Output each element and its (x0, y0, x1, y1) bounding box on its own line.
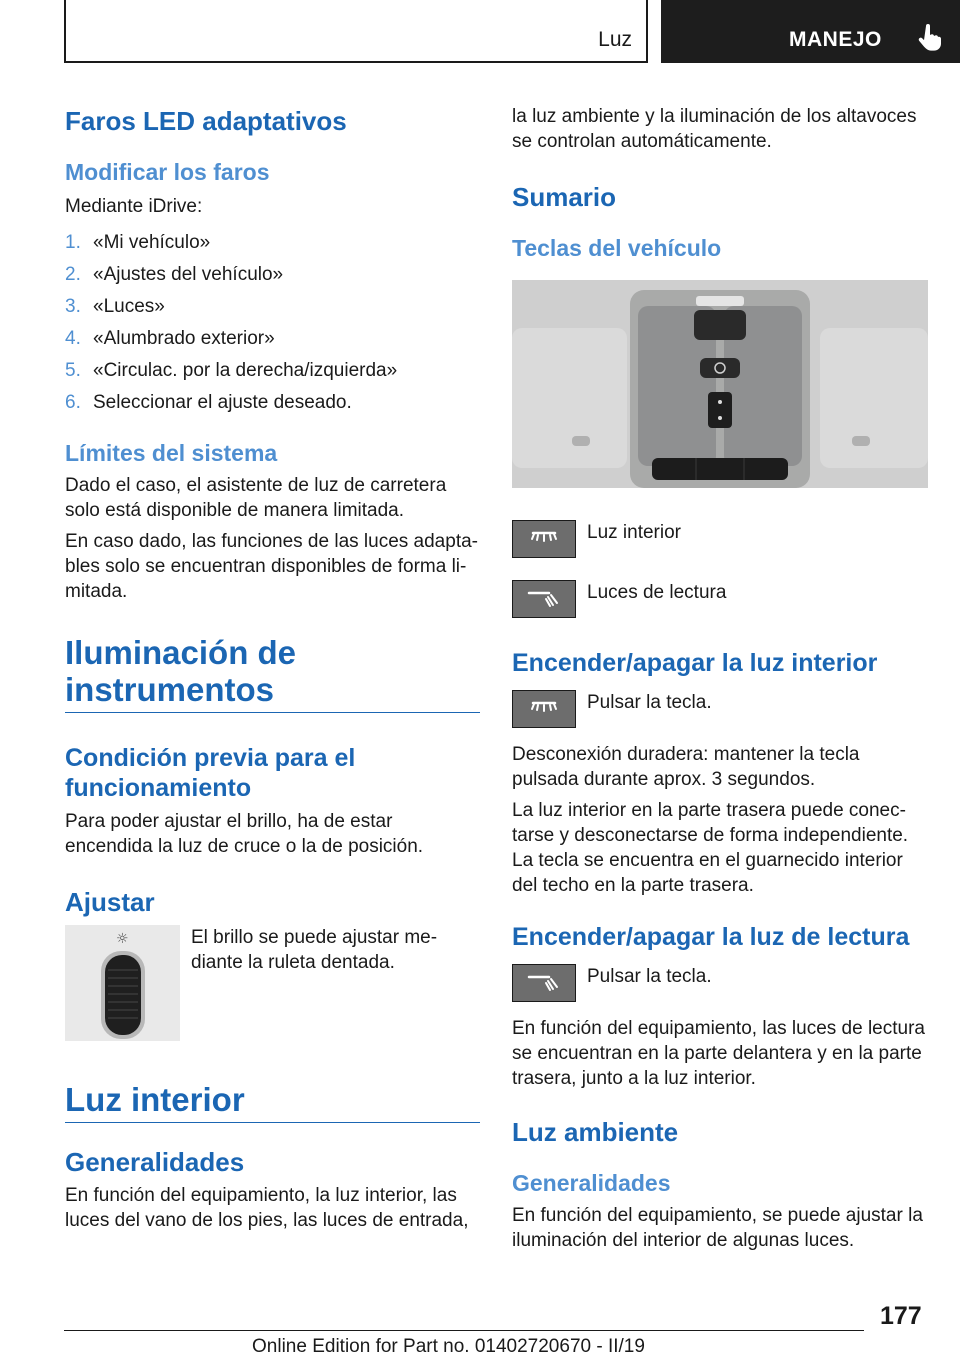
heading-condicion: Condición previa para el funcionamiento (65, 744, 356, 802)
heading-encender-lectura: Encender/apagar la luz de lectura (512, 923, 910, 951)
pulsar-lectura-text: Pulsar la tecla. (587, 966, 712, 987)
heading-generalidades-ambiente: Generalidades (512, 1170, 671, 1196)
list-item: 5. «Circulac. por la derecha/izquierda» (65, 360, 398, 381)
heading-iluminacion-line2: instrumentos (65, 671, 275, 708)
pulsar-interior-row (512, 690, 928, 728)
svg-text:☼: ☼ (116, 931, 129, 947)
pulsar-lectura-row (512, 964, 928, 1002)
condicion-paragraph: Para poder ajustar el brillo, ha de estar encendida la luz de cruce o la de posición. (65, 811, 424, 857)
heading-teclas: Teclas del vehículo (512, 235, 722, 261)
footer-divider (64, 1330, 864, 1331)
section-luz-interior (65, 1081, 480, 1123)
list-item: 3. «Luces» (65, 296, 165, 317)
list-item: 1. «Mi vehículo» (65, 232, 211, 253)
heading-ajustar: Ajustar (65, 887, 155, 917)
key-lectura-label: Luces de lectura (587, 582, 727, 603)
ambiente-paragraph: En función del equipamiento, se puede ajustar la iluminación del interior de algunas luces. (512, 1205, 923, 1251)
pulsar-interior-text: Pulsar la tecla. (587, 692, 712, 713)
interior-light-key-icon (512, 690, 576, 728)
list-item: 2. «Ajustes del vehículo» (65, 264, 284, 285)
footer-edition: Online Edition for Part no. 01402720670 - II/19 (252, 1336, 645, 1357)
heading-modificar-faros: Modificar los faros (65, 159, 270, 185)
limites-paragraph-1: Dado el caso, el asistente de luz de carretera solo está disponible de manera limitada. (65, 475, 447, 521)
ajustar-row (65, 925, 480, 1041)
generalidades-paragraph: En función del equipamiento, la luz interior, las luces del vano de los pies, las luces de entrada, (65, 1185, 469, 1231)
desconexion-paragraph: Desconexión duradera: mantener la tecla pulsada durante aprox. 3 segundos. (512, 744, 860, 790)
heading-faros-led: Faros LED adaptativos (65, 106, 347, 136)
heading-generalidades: Generalidades (65, 1147, 245, 1177)
intro-text: Mediante iDrive: (65, 196, 203, 217)
dimmer-wheel-icon (65, 925, 180, 1041)
trasera-paragraph: La luz interior en la parte trasera puede conec‐tarse y desconectarse de forma independiente. La tecla se encuentra en el guarnecido interior del techo en la parte trasera. (512, 800, 909, 896)
header-section-title: Luz (598, 28, 632, 51)
heading-luz-ambiente: Luz ambiente (512, 1117, 679, 1147)
reading-light-key-icon (512, 580, 576, 618)
key-interior-row (512, 520, 928, 558)
reading-light-key-icon (512, 964, 576, 1002)
interior-light-key-icon (512, 520, 576, 558)
limites-paragraph-2: En caso dado, las funciones de las luces adapta‐bles solo se encuentran disponibles de forma li‐mitada. (65, 531, 478, 602)
right-column (512, 100, 928, 1253)
heading-luz-interior: Luz interior (65, 1081, 245, 1118)
brightness-roller-image (65, 925, 180, 1041)
ajustar-paragraph: El brillo se puede ajustar me‐diante la ruleta dentada. (191, 927, 438, 973)
overhead-console-icon (512, 280, 928, 488)
header-section-box (64, 0, 648, 63)
heading-encender-interior: Encender/apagar la luz interior (512, 649, 878, 677)
heading-iluminacion-line1: Iluminación de (65, 634, 297, 671)
heading-limites: Límites del sistema (65, 440, 278, 466)
hand-pointer-icon (917, 24, 943, 52)
header-chapter-title: MANEJO (789, 28, 882, 51)
key-interior-label: Luz interior (587, 522, 681, 543)
steps-list (65, 227, 480, 419)
header-chapter-tab (661, 0, 960, 63)
section-iluminacion (65, 634, 480, 713)
ceiling-console-image (512, 280, 928, 488)
page-number: 177 (880, 1302, 922, 1330)
continuation-paragraph: la luz ambiente y la iluminación de los altavoces se controlan automáticamente. (512, 106, 917, 152)
heading-sumario: Sumario (512, 182, 617, 212)
list-item: 6. Seleccionar el ajuste deseado. (65, 392, 352, 413)
lectura-paragraph: En función del equipamiento, las luces de lectura se encuentran en la parte delantera y en la parte trasera, junto a la luz interior. (512, 1018, 925, 1089)
list-item: 4. «Alumbrado exterior» (65, 328, 275, 349)
left-column (65, 100, 480, 1233)
key-lectura-row (512, 580, 928, 618)
